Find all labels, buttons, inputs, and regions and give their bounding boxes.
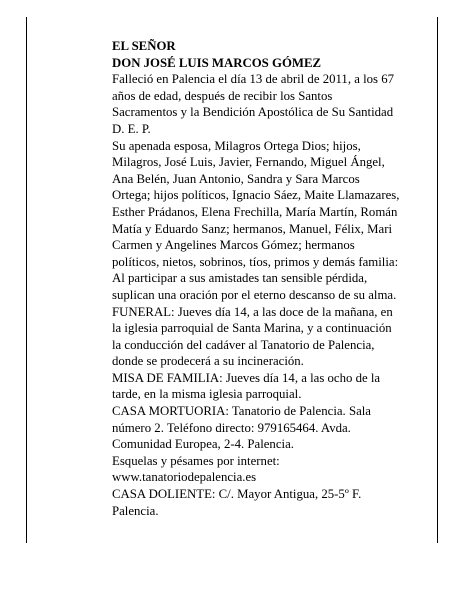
funeral-line: FUNERAL: Jueves día 14, a las doce de la mañana, en xyxy=(112,304,393,319)
funeral-home-line: CASA MORTUORIA: Tanatorio de Palencia. Sala xyxy=(112,404,371,419)
notice-title-line-1: EL SEÑOR xyxy=(112,39,176,53)
website-text: www.tanatoriodepalencia.es xyxy=(112,470,257,485)
left-border-rule xyxy=(26,17,27,543)
notice-line: donde se prodecerá a su incineración. xyxy=(112,354,304,369)
notice-line: Palencia. xyxy=(112,503,159,518)
notice-title-deceased-name: DON JOSÉ LUIS MARCOS GÓMEZ xyxy=(112,55,322,70)
notice-line: Ana Belén, Juan Antonio, Sandra y Sara Marcos xyxy=(112,171,360,186)
notice-line: años de edad, después de recibir los Santos xyxy=(112,88,333,103)
notice-line: Sacramentos y la Bendición Apostólica de Su Santidad xyxy=(112,105,394,120)
family-home-line: CASA DOLIENTE: C/. Mayor Antigua, 25-5º F. xyxy=(112,487,362,502)
right-border-rule xyxy=(437,17,438,543)
notice-line: Milagros, José Luis, Javier, Fernando, Miguel Ángel, xyxy=(112,155,385,170)
notice-line: Comunidad Europea, 2-4. Palencia. xyxy=(112,437,294,452)
notice-line: tarde, en la misma iglesia parroquial. xyxy=(112,387,302,402)
notice-line: Matía y Eduardo Sanz; hermanos, Manuel, Félix, Mari xyxy=(112,221,393,236)
notice-line: políticos, nietos, sobrinos, tíos, primos y demás familia: xyxy=(112,254,399,269)
notice-line: suplican una oración por el eterno descanso de su alma. xyxy=(112,287,397,302)
notice-line: Esquelas y pésames por internet: xyxy=(112,453,280,468)
notice-line: Carmen y Angelines Marcos Gómez; hermanos xyxy=(112,238,355,253)
notice-line: Al participar a sus amistades tan sensible pérdida, xyxy=(112,271,368,286)
obituary-notice xyxy=(112,38,428,519)
notice-line: Su apenada esposa, Milagros Ortega Dios; hijos, xyxy=(112,138,361,153)
notice-line: la iglesia parroquial de Santa Marina, y a continuación xyxy=(112,321,392,336)
family-mass-line: MISA DE FAMILIA: Jueves día 14, a las ocho de la xyxy=(112,370,381,385)
notice-line: número 2. Teléfono directo: 979165464. Avda. xyxy=(112,420,351,435)
notice-line: D. E. P. xyxy=(112,121,151,136)
notice-line: Ortega; hijos políticos, Ignacio Sáez, Maite Llamazares, xyxy=(112,188,400,203)
notice-line: la conducción del cadáver al Tanatorio de Palencia, xyxy=(112,337,375,352)
notice-line: Falleció en Palencia el día 13 de abril de 2011, a los 67 xyxy=(112,72,395,87)
notice-line: Esther Prádanos, Elena Frechilla, María Martín, Román xyxy=(112,204,398,219)
